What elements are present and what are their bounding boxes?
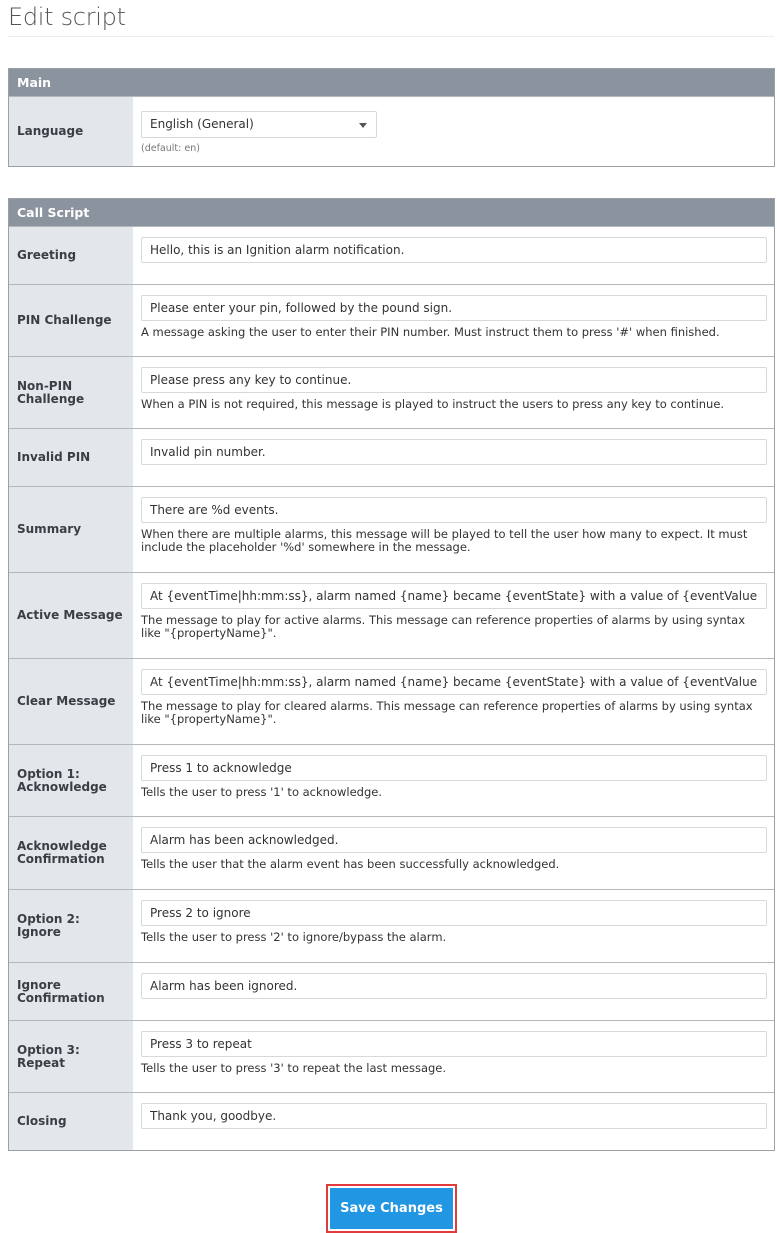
- pin-challenge-label: PIN Challenge: [9, 285, 133, 356]
- acknowledge-confirmation-label: Acknowledge Confirmation: [9, 817, 133, 889]
- clear-message-input[interactable]: [141, 669, 767, 695]
- option-1-acknowledge-input[interactable]: [141, 755, 767, 781]
- summary-row: [9, 486, 774, 572]
- acknowledge-confirmation-help: Tells the user that the alarm event has been successfully acknowledged.: [141, 857, 560, 871]
- active-message-help: The message to play for active alarms. This message can reference properties of alarms by using syntax like "{propertyName}".: [141, 613, 746, 640]
- pin-challenge-input[interactable]: [141, 295, 767, 321]
- clear-message-label: Clear Message: [9, 659, 133, 744]
- page-title: Edit script: [8, 3, 126, 31]
- invalid-pin-label: Invalid PIN: [9, 429, 133, 486]
- active-message-input[interactable]: [141, 583, 767, 609]
- ignore-confirmation-row: [9, 962, 774, 1020]
- option-2-ignore-input[interactable]: [141, 900, 767, 926]
- option-2-ignore-label: Option 2: Ignore: [9, 890, 133, 962]
- title-divider: [8, 36, 774, 37]
- greeting-row: [9, 226, 774, 284]
- option-1-acknowledge-row: [9, 744, 774, 816]
- invalid-pin-row: [9, 428, 774, 486]
- pin-challenge-row: [9, 284, 774, 356]
- ignore-confirmation-label: Ignore Confirmation: [9, 963, 133, 1020]
- clear-message-row: [9, 658, 774, 744]
- closing-row: [9, 1092, 774, 1150]
- main-panel-header: Main: [9, 69, 774, 96]
- call-script-panel: [8, 198, 775, 1151]
- language-default-note: (default: en): [141, 143, 200, 154]
- option-2-ignore-help: Tells the user to press '2' to ignore/bypass the alarm.: [141, 930, 447, 944]
- option-3-repeat-input[interactable]: [141, 1031, 767, 1057]
- closing-label: Closing: [9, 1093, 133, 1150]
- non-pin-challenge-label: Non-PIN Challenge: [9, 357, 133, 428]
- summary-label: Summary: [9, 487, 133, 572]
- chevron-down-icon: [359, 123, 367, 128]
- option-1-acknowledge-help: Tells the user to press '1' to acknowledge.: [141, 785, 382, 799]
- ignore-confirmation-input[interactable]: [141, 973, 767, 999]
- non-pin-challenge-row: [9, 356, 774, 428]
- summary-input[interactable]: [141, 497, 767, 523]
- language-select[interactable]: [141, 111, 377, 138]
- option-2-ignore-row: [9, 889, 774, 962]
- option-3-repeat-help: Tells the user to press '3' to repeat the last message.: [141, 1061, 447, 1075]
- active-message-row: [9, 572, 774, 658]
- clear-message-help: The message to play for cleared alarms. This message can reference properties of alarms by using syntax like "{propertyName}".: [141, 699, 753, 726]
- option-1-acknowledge-label: Option 1: Acknowledge: [9, 745, 133, 816]
- closing-input[interactable]: [141, 1103, 767, 1129]
- acknowledge-confirmation-row: [9, 816, 774, 889]
- acknowledge-confirmation-input[interactable]: [141, 827, 767, 853]
- summary-help: When there are multiple alarms, this message will be played to tell the user how many to expect. It must include the placeholder '%d' somewhere in the message.: [141, 527, 748, 554]
- non-pin-challenge-input[interactable]: [141, 367, 767, 393]
- language-select-value: English (General): [150, 117, 254, 131]
- pin-challenge-help: A message asking the user to enter their PIN number. Must instruct them to press '#' when finished.: [141, 325, 720, 339]
- language-label: Language: [9, 97, 133, 166]
- greeting-input[interactable]: [141, 237, 767, 263]
- invalid-pin-input[interactable]: [141, 439, 767, 465]
- option-3-repeat-row: [9, 1020, 774, 1092]
- active-message-label: Active Message: [9, 573, 133, 658]
- greeting-label: Greeting: [9, 227, 133, 284]
- save-button-highlight: [326, 1184, 457, 1233]
- non-pin-challenge-help: When a PIN is not required, this message is played to instruct the users to press any key to continue.: [141, 397, 725, 411]
- main-panel: [8, 68, 775, 167]
- option-3-repeat-label: Option 3: Repeat: [9, 1021, 133, 1092]
- language-row: [9, 96, 774, 166]
- call-script-panel-header: Call Script: [9, 199, 774, 226]
- save-changes-button[interactable]: Save Changes: [330, 1188, 453, 1229]
